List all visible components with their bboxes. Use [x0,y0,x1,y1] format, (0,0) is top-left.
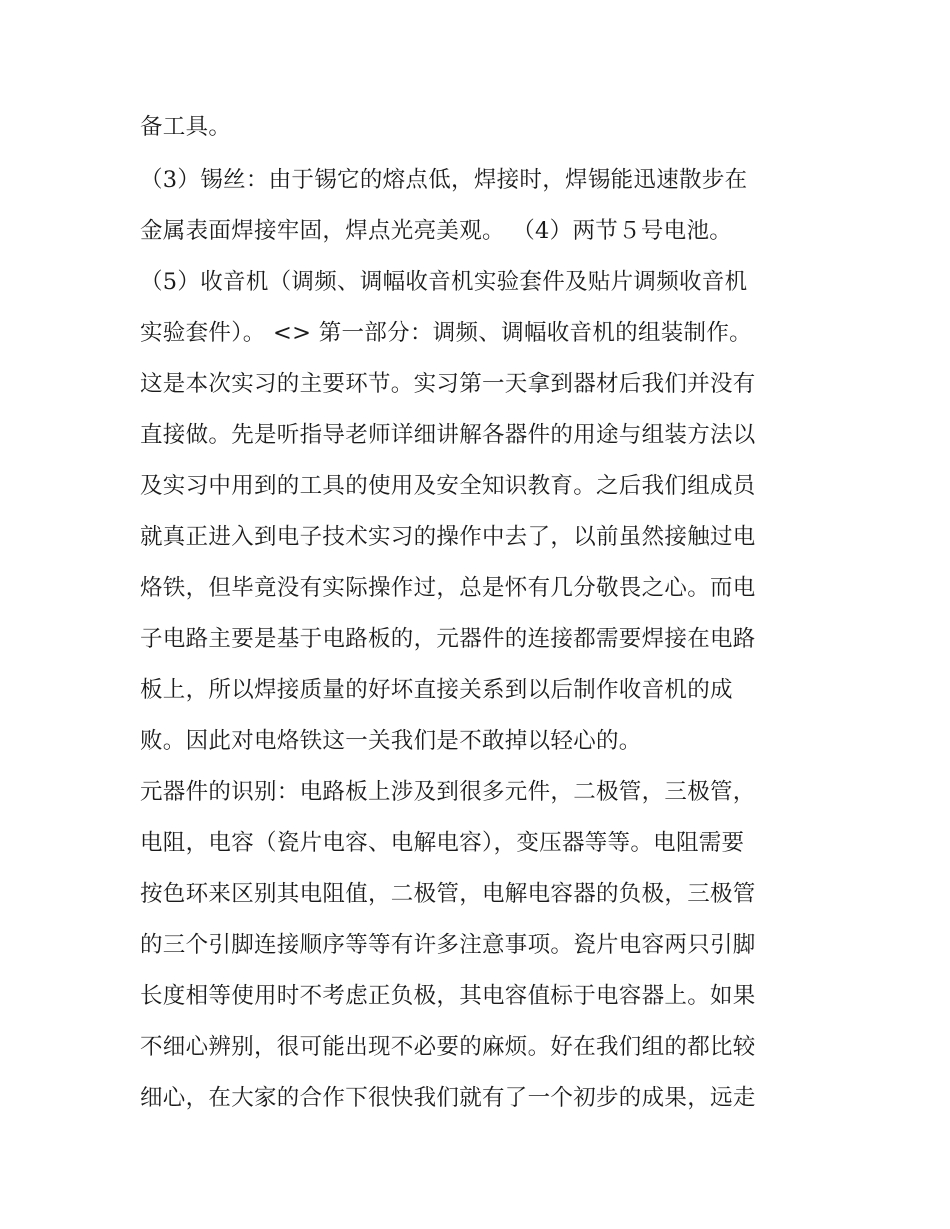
text-line-6: 这是本次实习的主要环节。实习第一天拿到器材后我们并没有 [140,371,756,397]
text-line-3: 金属表面焊接牢固，焊点光亮美观。 （4）两节５号电池。 [140,218,733,244]
text-line-10: 烙铁，但毕竟没有实际操作过，总是怀有几分敬畏之心。而电 [140,575,756,601]
text-line-13: 败。因此对电烙铁这一关我们是不敢掉以轻心的。 [140,728,642,754]
text-line-9: 就真正进入到电子技术实习的操作中去了，以前虽然接触过电 [140,524,756,550]
text-line-2: （3）锡丝：由于锡它的熔点低，焊接时，焊锡能迅速散步在 [140,167,748,193]
text-line-8: 及实习中用到的工具的使用及安全知识教育。之后我们组成员 [140,473,756,499]
text-line-12: 板上，所以焊接质量的好坏直接关系到以后制作收音机的成 [140,677,733,703]
text-line-19: 不细心辨别，很可能出现不必要的麻烦。好在我们组的都比较 [140,1034,756,1060]
text-line-5: 实验套件）。 <> 第一部分：调频、调幅收音机的组装制作。 [140,320,752,346]
text-line-4: （5）收音机（调频、调幅收音机实验套件及贴片调频收音机 [140,269,748,295]
text-line-1: 备工具。 [140,114,232,140]
text-line-17: 的三个引脚连接顺序等等有许多注意事项。瓷片电容两只引脚 [140,932,756,958]
text-line-15: 电阻，电容（瓷片电容、电解电容），变压器等等。电阻需要 [140,830,745,856]
text-line-14: 元器件的识别：电路板上涉及到很多元件，二极管，三极管， [140,779,756,805]
text-line-18: 长度相等使用时不考虑正负极，其电容值标于电容器上。如果 [140,983,756,1009]
text-line-7: 直接做。先是听指导老师详细讲解各器件的用途与组装方法以 [140,422,756,448]
text-line-16: 按色环来区别其电阻值，二极管，电解电容器的负极，三极管 [140,881,756,907]
text-line-11: 子电路主要是基于电路板的，元器件的连接都需要焊接在电路 [140,626,756,652]
text-line-20: 细心，在大家的合作下很快我们就有了一个初步的成果，远走 [140,1085,756,1111]
